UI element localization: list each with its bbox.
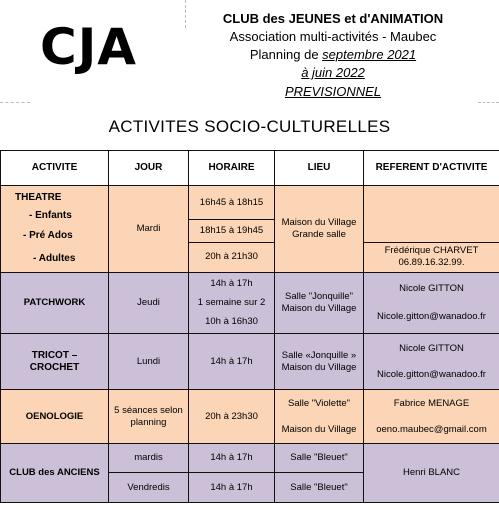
- activities-table: [0, 150, 499, 503]
- section-title: ACTIVITES SOCIO-CULTURELLES: [108, 117, 391, 136]
- theatre-horaire-2: 18h15 à 19h45: [189, 220, 275, 242]
- planning-prefix: Planning de: [249, 47, 323, 62]
- theatre-horaire-3: 20h à 21h30: [189, 242, 275, 272]
- oenologie-lieu: [275, 390, 364, 444]
- col-header-lieu: LIEU: [275, 151, 364, 186]
- tricot-title: TRICOT – CROCHET: [1, 334, 109, 390]
- theatre-horaire-1: 16h45 à 18h15: [189, 186, 275, 220]
- divider-right: [478, 102, 499, 103]
- col-header-referent: REFERENT D'ACTIVITE: [364, 151, 499, 186]
- patchwork-horaire: [189, 273, 275, 334]
- oenologie-lieu-2: Maison du Village: [281, 423, 357, 435]
- table-row-patchwork: [1, 273, 499, 334]
- patchwork-referent: [364, 273, 499, 334]
- oenologie-horaire: 20h à 23h30: [189, 390, 275, 444]
- divider-left: [0, 102, 30, 103]
- theatre-group-adultes: - Adultes: [33, 253, 76, 264]
- association-line: Association multi-activités - Maubec: [229, 29, 437, 44]
- anciens-jour-1: mardis: [109, 444, 189, 473]
- oenologie-title: OENOLOGIE: [1, 390, 109, 444]
- theatre-group-preados: - Pré Ados: [23, 230, 73, 241]
- patchwork-referent-email: Nicole.gitton@wanadoo.fr: [377, 311, 486, 322]
- theatre-lieu: Maison du Village Grande salle: [275, 186, 364, 273]
- patchwork-referent-name: Nicole GITTON: [399, 283, 464, 294]
- tricot-referent: [364, 334, 499, 390]
- theatre-referent-name: Frédérique CHARVET: [384, 245, 479, 257]
- status-label: PREVISIONNEL: [284, 84, 382, 99]
- anciens-lieu-2: Salle "Bleuet": [275, 473, 364, 503]
- patchwork-horaire-3: 10h à 16h30: [205, 316, 258, 327]
- anciens-lieu-1: Salle "Bleuet": [275, 444, 364, 473]
- tricot-referent-email: Nicole.gitton@wanadoo.fr: [377, 368, 486, 380]
- theatre-activity-cell: [1, 186, 109, 273]
- planning-line: [198, 46, 468, 64]
- col-header-activite: ACTIVITE: [1, 151, 109, 186]
- patchwork-horaire-2: 1 semaine sur 2: [197, 297, 266, 308]
- anciens-referent: Henri BLANC: [364, 444, 499, 503]
- anciens-horaire-2: 14h à 17h: [189, 473, 275, 503]
- theatre-referent-top: [364, 186, 499, 243]
- oenologie-referent-name: Fabrice MENAGE: [393, 397, 470, 409]
- tricot-lieu: Salle «Jonquille » Maison du Village: [275, 334, 364, 390]
- divider-vertical: [185, 0, 186, 28]
- planning-to: à juin 2022: [301, 65, 365, 80]
- theatre-jour: Mardi: [109, 186, 189, 273]
- anciens-horaire-1: 14h à 17h: [189, 444, 275, 473]
- col-header-jour: JOUR: [109, 151, 189, 186]
- table-header-row: [1, 151, 499, 186]
- oenologie-jour: 5 séances selon planning: [109, 390, 189, 444]
- theatre-referent: [364, 242, 499, 272]
- tricot-jour: Lundi: [109, 334, 189, 390]
- table-row-tricot: [1, 334, 499, 390]
- oenologie-referent: [364, 390, 499, 444]
- tricot-referent-name: Nicole GITTON: [399, 342, 464, 354]
- table-row-theatre: [1, 186, 499, 220]
- theatre-title: THEATRE: [15, 192, 62, 203]
- cja-logo: CJA: [40, 18, 137, 76]
- anciens-title: CLUB des ANCIENS: [1, 444, 109, 503]
- oenologie-referent-email: oeno.maubec@gmail.com: [376, 423, 487, 435]
- table-row-oenologie: [1, 390, 499, 444]
- col-header-horaire: HORAIRE: [189, 151, 275, 186]
- planning-from: septembre 2021: [322, 47, 417, 62]
- patchwork-title: PATCHWORK: [1, 273, 109, 334]
- anciens-jour-2: Vendredis: [109, 473, 189, 503]
- theatre-group-enfants: - Enfants: [29, 210, 72, 221]
- patchwork-jour: Jeudi: [109, 273, 189, 334]
- patchwork-horaire-1: 14h à 17h: [210, 278, 253, 289]
- theatre-referent-phone: 06.89.16.32.99.: [398, 257, 465, 269]
- club-name: CLUB des JEUNES et d'ANIMATION: [222, 11, 444, 26]
- oenologie-lieu-1: Salle "Violette": [287, 397, 351, 409]
- patchwork-lieu: Salle "Jonquille" Maison du Village: [275, 273, 364, 334]
- table-row-anciens: [1, 444, 499, 473]
- tricot-horaire: 14h à 17h: [189, 334, 275, 390]
